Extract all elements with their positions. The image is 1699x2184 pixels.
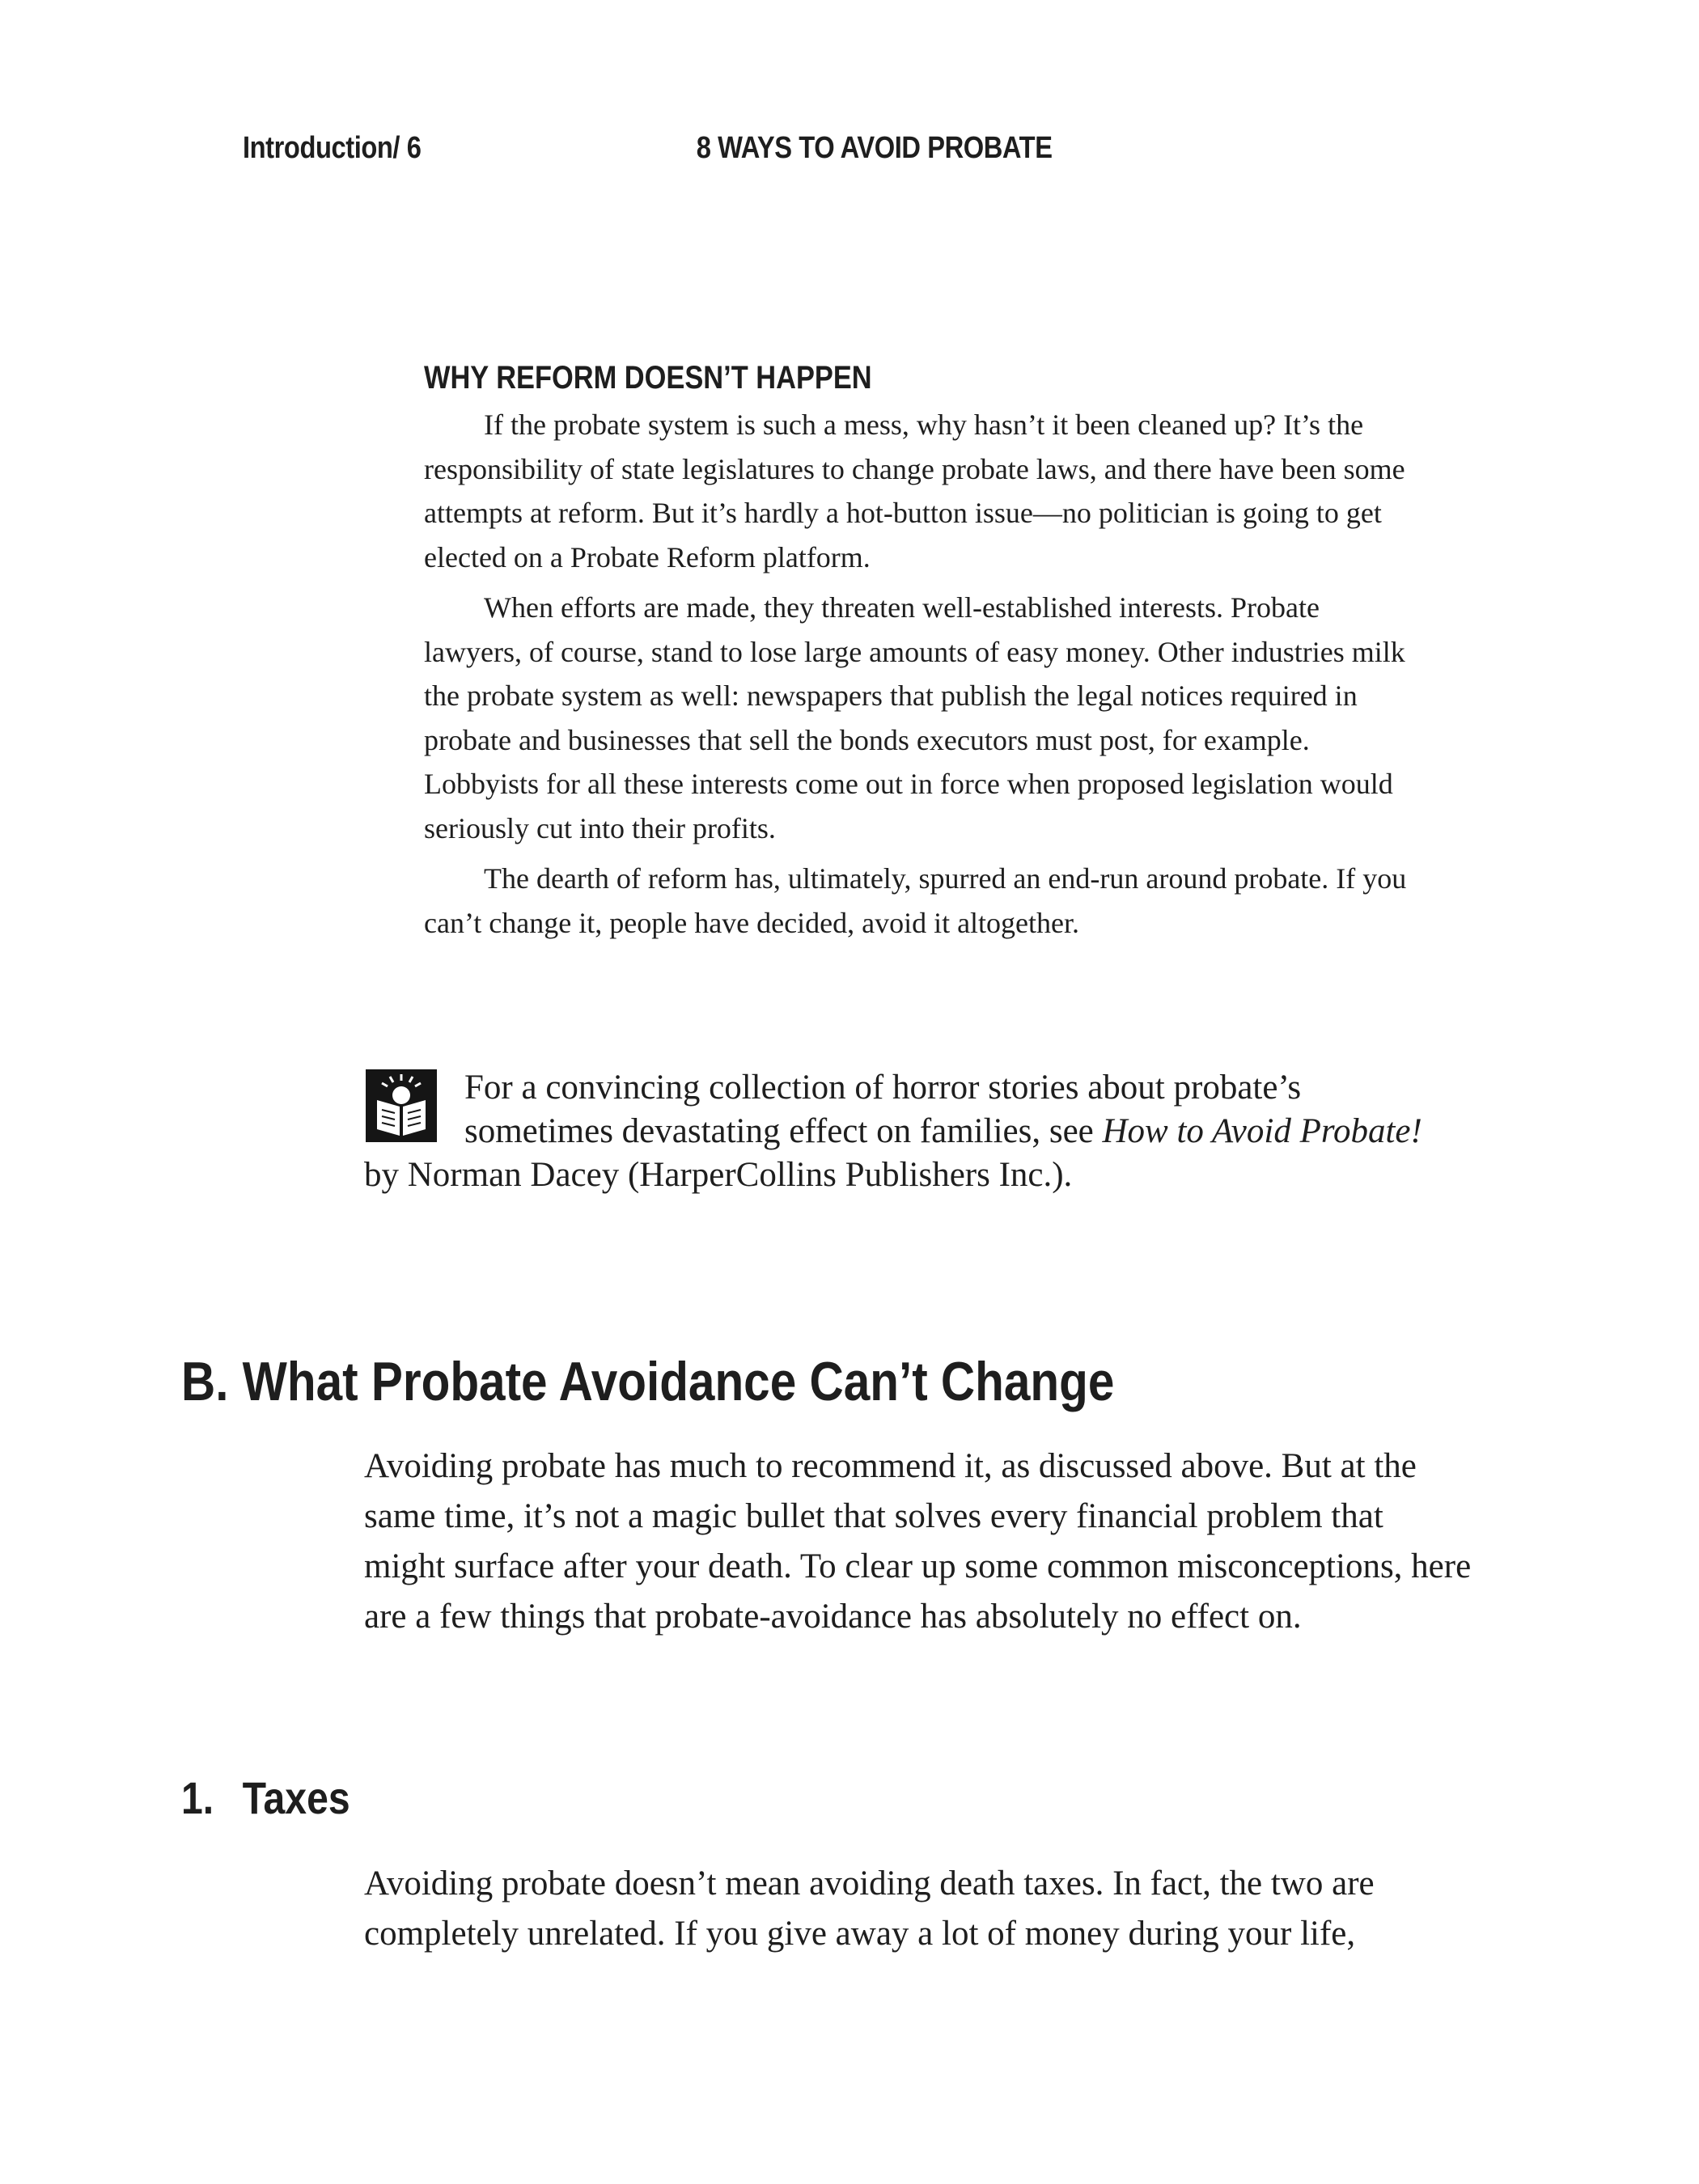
sidebar-paragraph: If the probate system is such a mess, why hasn’t it been cleaned up? It’s the responsibility of state legislatures to change probate laws, and there have been some attempts at reform. But it’s hardly a hot-button issue—no politician is going to get elected on a Probate Reform platform. xyxy=(424,408,1405,574)
tip-text-after: by Norman Dacey (HarperCollins Publishers Inc.). xyxy=(364,1156,1073,1194)
section-b-heading xyxy=(181,1349,1114,1414)
section-1-heading xyxy=(181,1771,350,1825)
section-b-title: What Probate Avoidance Can’t Change xyxy=(242,1351,1115,1412)
resource-tip xyxy=(364,1066,1448,1197)
sidebar-why-reform xyxy=(424,356,1419,951)
section-1-paragraph: Avoiding probate doesn’t mean avoiding death taxes. In fact, the two are completely unrelated. If you give away a lot of money during your life, xyxy=(364,1864,1375,1953)
reading-book-icon xyxy=(366,1069,437,1142)
sidebar-paragraph: The dearth of reform has, ultimately, spurred an end-run around probate. If you can’t change it, people have decided, avoid it altogether. xyxy=(424,862,1407,939)
page-number: Introduction/ 6 xyxy=(243,131,422,165)
section-1-title: Taxes xyxy=(242,1772,350,1823)
sidebar-heading: WHY REFORM DOESN’T HAPPEN xyxy=(424,360,872,396)
book-title: 8 WAYS TO AVOID PROBATE xyxy=(696,131,1053,165)
section-1-body xyxy=(364,1859,1472,1959)
section-1-number: 1. xyxy=(181,1772,214,1823)
section-b-number: B. xyxy=(181,1351,229,1412)
tip-text-before: For a convincing collection of horror stories about probate’s sometimes devastating effect on families, see xyxy=(464,1069,1302,1150)
tip-text xyxy=(364,1066,1448,1197)
section-b-paragraph: Avoiding probate has much to recommend it, as discussed above. But at the same time, it’s not a magic bullet that solves every financial problem that might surface after your death. To clear up some common misconceptions, here are a few things that probate-avoidance has absolutely no effect on. xyxy=(364,1447,1472,1636)
section-b-body xyxy=(364,1441,1472,1642)
tip-book-title: How to Avoid Probate! xyxy=(1102,1112,1422,1150)
sidebar-paragraph: When efforts are made, they threaten well-established interests. Probate lawyers, of course, stand to lose large amounts of easy money. Other industries milk the probate system as well: newspapers that publish the legal notices required in probate and businesses that sell the bonds executors must post, for example. Lobbyists for all these interests come out in force when proposed legislation would seriously cut into their profits. xyxy=(424,591,1405,844)
